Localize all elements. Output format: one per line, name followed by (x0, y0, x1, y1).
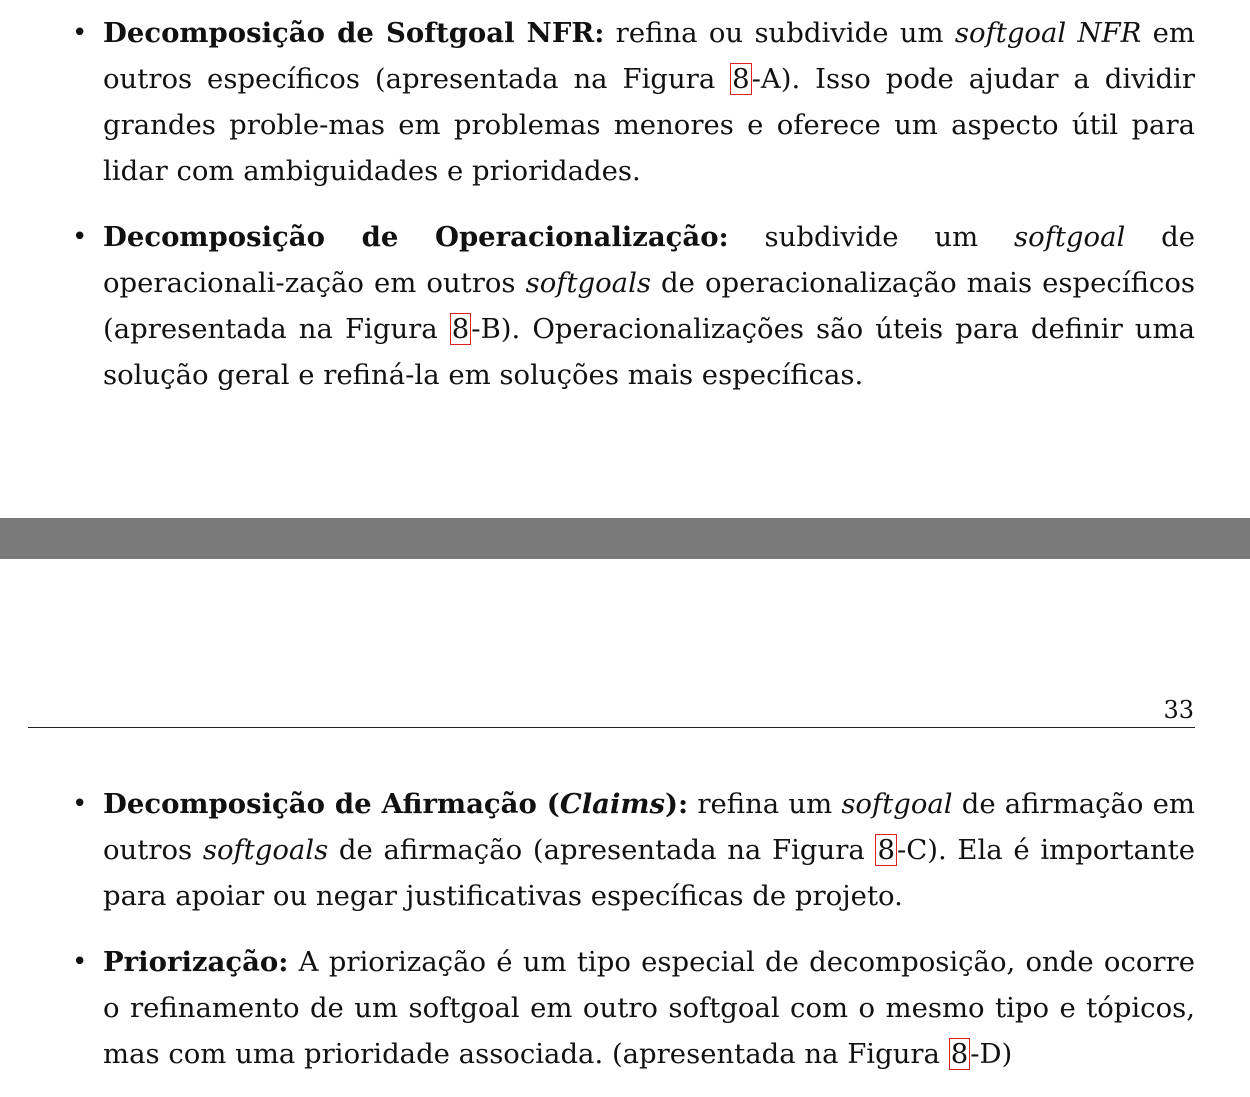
item-emphasis: softgoal (1014, 221, 1126, 253)
item-text: -A). Isso pode ajudar a dividir grandes proble-mas em problemas menores e oferece um aspecto útil para lidar com ambiguidades e prioridades. (103, 63, 1195, 187)
item-term: Decomposição de Afirmação ( (103, 788, 560, 820)
figure-reference-link[interactable]: 8 (732, 63, 750, 95)
figure-reference-link[interactable]: 8 (877, 834, 895, 866)
item-term: Decomposição de Softgoal NFR: (103, 17, 605, 49)
item-text: -C). Ela é importante para apoiar ou negar justificativas específicas de projeto. (103, 834, 1195, 912)
page-number: 33 (1163, 696, 1194, 724)
item-paragraph (103, 10, 1195, 194)
item-paragraph (103, 781, 1195, 919)
figure-reference-link[interactable]: 8 (451, 313, 470, 345)
item-emphasis: softgoals (525, 267, 651, 299)
item-emphasis: softgoal (841, 788, 953, 820)
document-page-bottom (0, 559, 1250, 1092)
item-text: refina ou subdivide um (604, 17, 955, 49)
bullet-icon: • (72, 18, 88, 48)
item-emphasis: softgoal NFR (954, 17, 1142, 49)
item-emphasis: softgoals (202, 834, 329, 866)
item-term: ): (665, 788, 689, 820)
page-separator (0, 518, 1250, 559)
item-text: refina um (688, 788, 842, 820)
bullet-icon: • (72, 789, 88, 819)
item-text: subdivide um (728, 221, 1015, 253)
bullet-list-bottom (0, 781, 1250, 1097)
item-paragraph (103, 939, 1195, 1077)
item-text: -B). Operacionalizações são úteis para definir uma solução geral e refiná-la em soluções mais específicas. (103, 313, 1195, 391)
item-text: de operacionali-zação em outros (103, 221, 1195, 299)
item-term: Priorização: (103, 946, 289, 978)
bullet-icon: • (72, 222, 88, 252)
list-item-decomposicao-softgoal-nfr (0, 10, 1250, 194)
item-term-emphasis: Claims (559, 788, 665, 820)
list-item-priorizacao (0, 939, 1250, 1077)
item-term: Decomposição de Operacionalização: (103, 221, 729, 253)
item-paragraph (103, 214, 1195, 398)
document-page-top (0, 0, 1250, 518)
item-text: de afirmação em outros (103, 788, 1195, 866)
list-item-decomposicao-operacionalizacao (0, 214, 1250, 398)
item-text: A priorização é um tipo especial de decomposição, onde ocorre o refinamento de um softgoal em outro softgoal com o mesmo tipo e tópicos, mas com uma prioridade associada. (apresentada na Figura (103, 946, 1195, 1070)
item-text: em outros específicos (apresentada na Figura (103, 17, 1196, 95)
item-text: -D) (970, 1038, 1013, 1070)
item-text: de operacionalização mais específicos (apresentada na Figura (103, 267, 1195, 345)
bullet-list-top (0, 10, 1250, 418)
item-text: de afirmação (apresentada na Figura (328, 834, 876, 866)
figure-reference-link[interactable]: 8 (950, 1038, 969, 1070)
header-rule (28, 727, 1195, 728)
bullet-icon: • (72, 947, 88, 977)
list-item-decomposicao-afirmacao (0, 781, 1250, 919)
